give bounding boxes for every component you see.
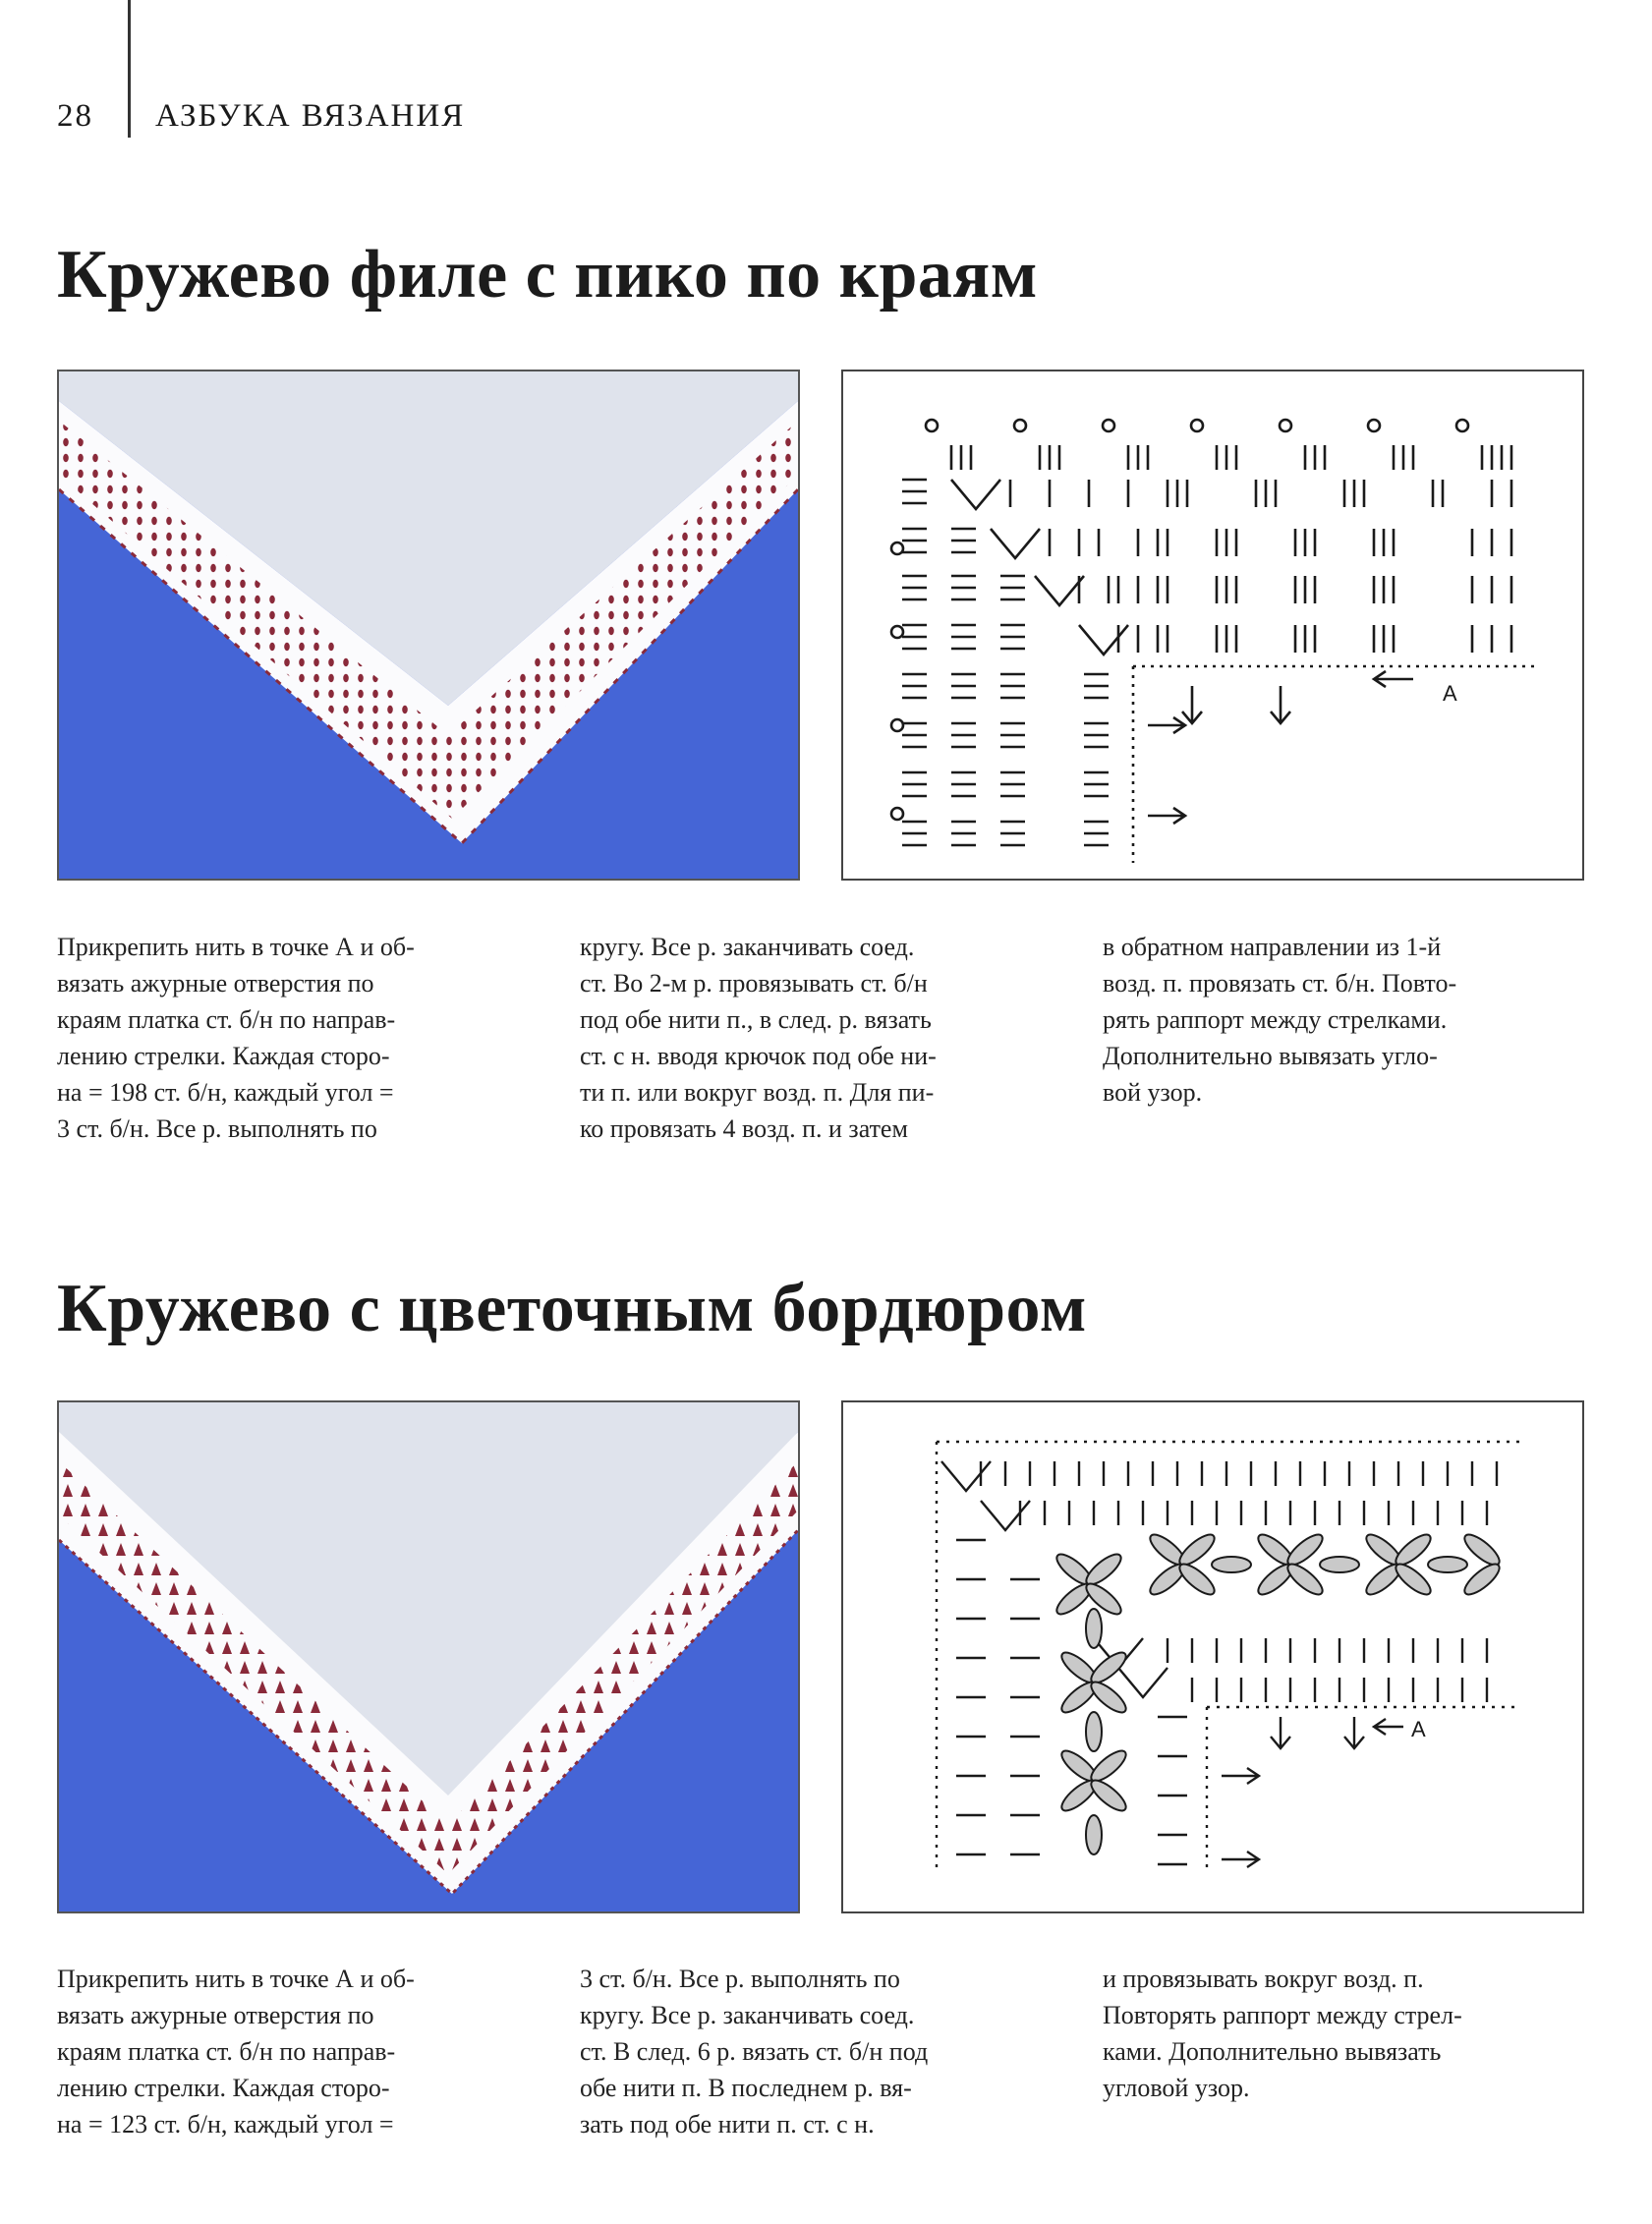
text-line: кругу. Все р. заканчивать соед. <box>580 2001 915 2029</box>
text-line: Дополнительно вывязать угло- <box>1103 1042 1438 1070</box>
text-line: ст. Во 2-м р. провязывать ст. б/н <box>580 969 928 998</box>
section-2-photo <box>57 1400 800 1913</box>
section-1-text-col-2 <box>580 929 1052 1147</box>
text-line: краям платка ст. б/н по направ- <box>57 2037 396 2066</box>
text-line: возд. п. провязать ст. б/н. Повто- <box>1103 969 1457 998</box>
text-line: зать под обе нити п. ст. с н. <box>580 2110 875 2138</box>
text-line: под обе нити п., в след. р. вязать <box>580 1005 932 1034</box>
section-2-text-col-3 <box>1103 1961 1574 2106</box>
text-line: рять раппорт между стрелками. <box>1103 1005 1448 1034</box>
section-2-text-col-1 <box>57 1961 529 2142</box>
text-line: угловой узор. <box>1103 2074 1250 2102</box>
text-line: ко провязать 4 возд. п. и затем <box>580 1114 908 1143</box>
section-2-diagram <box>841 1400 1584 1913</box>
text-line: ти п. или вокруг возд. п. Для пи- <box>580 1078 935 1107</box>
section-1-text-col-3 <box>1103 929 1574 1111</box>
text-line: кругу. Все р. заканчивать соед. <box>580 933 915 961</box>
section-1-diagram <box>841 370 1584 881</box>
crochet-chart-1 <box>843 371 1582 879</box>
section-2-text-col-2 <box>580 1961 1052 2142</box>
text-line: на = 123 ст. б/н, каждый угол = <box>57 2110 394 2138</box>
text-line: ками. Дополнительно вывязать <box>1103 2037 1442 2066</box>
diagram-1-point-label: A <box>1443 681 1457 706</box>
text-line: вязать ажурные отверстия по <box>57 2001 374 2029</box>
diagram-2-point-label: A <box>1411 1717 1426 1741</box>
section-name: АЗБУКА ВЯЗАНИЯ <box>155 98 466 134</box>
text-line: Прикрепить нить в точке А и об- <box>57 933 415 961</box>
text-line: на = 198 ст. б/н, каждый угол = <box>57 1078 394 1107</box>
text-line: 3 ст. б/н. Все р. выполнять по <box>580 1965 900 1993</box>
text-line: лению стрелки. Каждая сторо- <box>57 1042 390 1070</box>
section-1-text-col-1 <box>57 929 529 1147</box>
text-line: вой узор. <box>1103 1078 1203 1107</box>
crochet-chart-2 <box>843 1402 1582 1911</box>
text-line: обе нити п. В последнем р. вя- <box>580 2074 912 2102</box>
page-number: 28 <box>57 98 93 134</box>
text-line: и провязывать вокруг возд. п. <box>1103 1965 1424 1993</box>
text-line: в обратном направлении из 1-й <box>1103 933 1442 961</box>
head-divider <box>128 0 131 138</box>
text-line: вязать ажурные отверстия по <box>57 969 374 998</box>
text-line: Прикрепить нить в точке А и об- <box>57 1965 415 1993</box>
text-line: ст. с н. вводя крючок под обе ни- <box>580 1042 937 1070</box>
section-2-title: Кружево с цветочным бордюром <box>57 1271 1087 1346</box>
text-line: 3 ст. б/н. Все р. выполнять по <box>57 1114 377 1143</box>
section-1-title: Кружево филе с пико по краям <box>57 237 1038 313</box>
text-line: Повторять раппорт между стрел- <box>1103 2001 1462 2029</box>
text-line: ст. В след. 6 р. вязать ст. б/н под <box>580 2037 929 2066</box>
section-1-photo <box>57 370 800 881</box>
text-line: лению стрелки. Каждая сторо- <box>57 2074 390 2102</box>
text-line: краям платка ст. б/н по направ- <box>57 1005 396 1034</box>
